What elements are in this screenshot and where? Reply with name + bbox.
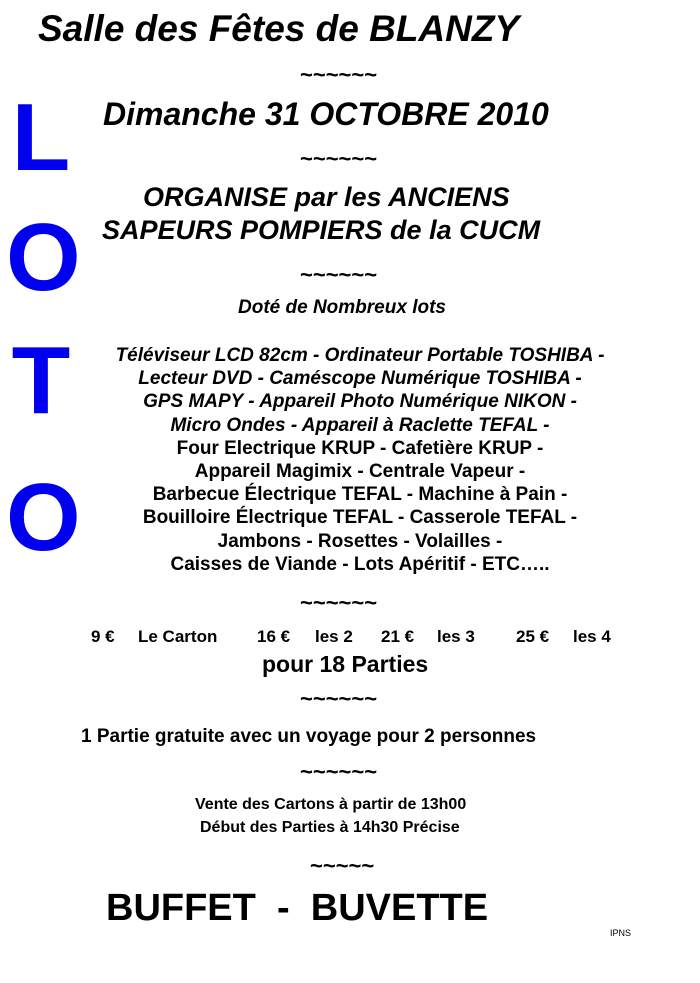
prize-list: [60, 344, 660, 576]
games-count: pour 18 Parties: [262, 651, 429, 677]
prize-line: Micro Ondes - Appareil à Raclette TEFAL -: [170, 414, 550, 436]
buffet-buvette: BUFFET - BUVETTE: [106, 887, 489, 929]
loto-letter-l: L: [11, 84, 71, 191]
game-start-time: Début des Parties à 14h30 Précise: [200, 819, 460, 836]
loto-letter-o-2: O: [6, 464, 81, 571]
prize-line: Téléviseur LCD 82cm - Ordinateur Portable TOSHIBA -: [115, 345, 605, 366]
separator: ~~~~~: [310, 853, 375, 878]
separator: ~~~~~~: [300, 62, 378, 87]
price-label: les 4: [573, 627, 611, 646]
price-amount: 21 €: [381, 627, 415, 646]
price-label: les 3: [437, 627, 475, 646]
prize-line: Appareil Magimix - Centrale Vapeur -: [194, 461, 526, 483]
prize-line: Jambons - Rosettes - Volailles -: [217, 530, 503, 552]
organizer-line-1: ORGANISE par les ANCIENS: [143, 182, 510, 212]
prize-line: Lecteur DVD - Caméscope Numérique TOSHIBA -: [138, 368, 582, 390]
loto-letter-t: T: [11, 327, 71, 434]
prize-line: Bouilloire Électrique TEFAL - Casserole TEFAL -: [142, 507, 578, 529]
prize-line: Caisses de Viande - Lots Apéritif - ETC…..: [170, 553, 550, 575]
prize-line: Barbecue Électrique TEFAL - Machine à Pain -: [152, 484, 568, 506]
card-sale-time: Vente des Cartons à partir de 13h00: [195, 796, 467, 813]
ipns-label: IPNS: [610, 928, 632, 938]
prize-line: GPS MAPY - Appareil Photo Numérique NIKON -: [143, 391, 577, 413]
separator: ~~~~~~: [300, 590, 378, 615]
separator: ~~~~~~: [300, 686, 378, 711]
lots-intro: Doté de Nombreux lots: [238, 297, 446, 318]
loto-letter-o: O: [6, 204, 81, 311]
prize-line: Four Electrique KRUP - Cafetière KRUP -: [176, 437, 544, 459]
separator: ~~~~~~: [300, 759, 378, 784]
free-game: 1 Partie gratuite avec un voyage pour 2 personnes: [81, 726, 537, 747]
price-amount: 9 €: [91, 627, 115, 646]
price-label: les 2: [315, 627, 353, 646]
venue-title: Salle des Fêtes de BLANZY: [38, 8, 520, 49]
organizer-line-2: SAPEURS POMPIERS de la CUCM: [102, 215, 541, 245]
price-label: Le Carton: [138, 627, 218, 646]
event-date: Dimanche 31 OCTOBRE 2010: [103, 96, 549, 132]
separator: ~~~~~~: [300, 262, 378, 287]
price-amount: 25 €: [516, 627, 550, 646]
separator: ~~~~~~: [300, 146, 378, 171]
price-amount: 16 €: [257, 627, 291, 646]
